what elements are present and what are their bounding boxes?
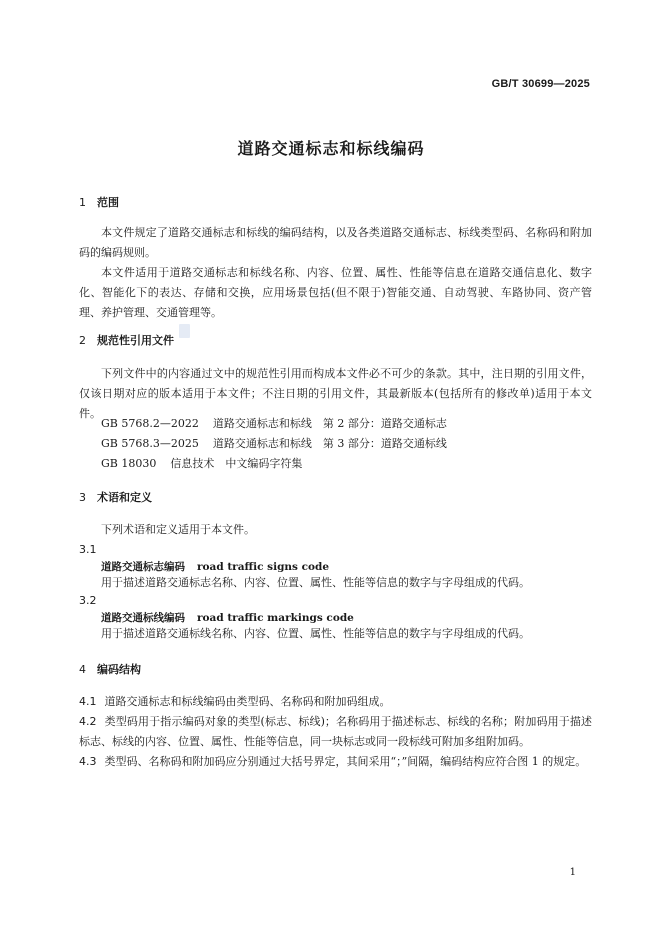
- reference-code: GB 5768.3—2025: [101, 437, 199, 450]
- reference-item: [101, 434, 447, 454]
- term-english: road traffic signs code: [197, 561, 330, 573]
- reference-item: [101, 414, 447, 434]
- clause-4-2: [79, 712, 592, 752]
- section-title: 规范性引用文件: [97, 334, 174, 347]
- term-heading: [101, 610, 354, 625]
- section-number: 2: [79, 334, 86, 347]
- reference-item: [101, 454, 302, 474]
- section-3-intro: 下列术语和定义适用于本文件。: [101, 523, 255, 536]
- section-title: 编码结构: [97, 663, 141, 676]
- clause-text: 类型码用于指示编码对象的类型(标志、标线)；名称码用于描述标志、标线的名称；附加码用于描述标志、标线的内容、位置、属性、性能等信息，同一块标志或同一段标线可附加多组附加码。: [79, 715, 592, 748]
- reference-code: GB 18030: [101, 457, 157, 470]
- reference-title: 道路交通标志和标线 第 2 部分：道路交通标志: [212, 417, 447, 430]
- clause-text: 类型码、名称码和附加码应分别通过大括号界定，其间采用“；”间隔，编码结构应符合图 1 的规定。: [104, 755, 587, 768]
- section-1-heading: [79, 194, 119, 210]
- section-2-paragraph: 下列文件中的内容通过文中的规范性引用而构成本文件必不可少的条款。其中，注日期的引用文件，仅该日期对应的版本适用于本文件；不注日期的引用文件，其最新版本(包括所有的修改单)适用于本文件。: [79, 367, 592, 420]
- section-1-paragraph-2: 本文件适用于道路交通标志和标线名称、内容、位置、属性、性能等信息在道路交通信息化、数字化、智能化下的表达、存储和交换，应用场景包括(但不限于)智能交通、自动驾驶、车路协同、资产管理、养护管理、交通管理等。: [79, 266, 592, 319]
- term-definition: 用于描述道路交通标志名称、内容、位置、属性、性能等信息的数字与字母组成的代码。: [101, 576, 530, 589]
- section-title: 范围: [97, 196, 119, 209]
- term-heading: [101, 559, 329, 574]
- section-2-heading: [79, 332, 174, 348]
- section-number: 1: [79, 196, 86, 209]
- reference-title: 信息技术 中文编码字符集: [170, 457, 303, 470]
- section-1-paragraph-1: 本文件规定了道路交通标志和标线的编码结构，以及各类道路交通标志、标线类型码、名称码和附加码的编码规则。: [79, 226, 592, 259]
- clause-4-1: [79, 692, 592, 712]
- standard-code: GB/T 30699—2025: [491, 78, 590, 90]
- term-definition: 用于描述道路交通标线名称、内容、位置、属性、性能等信息的数字与字母组成的代码。: [101, 627, 530, 640]
- term-number: 3.1: [79, 543, 97, 556]
- term-chinese: 道路交通标志编码: [101, 561, 185, 573]
- section-3-heading: [79, 489, 152, 505]
- watermark-mark: [179, 324, 190, 338]
- section-number: 4: [79, 663, 86, 676]
- term-english: road traffic markings code: [197, 612, 354, 624]
- clause-4-3: [79, 752, 592, 772]
- reference-code: GB 5768.2—2022: [101, 417, 199, 430]
- section-number: 3: [79, 491, 86, 504]
- page-number: 1: [569, 867, 576, 878]
- clause-text: 道路交通标志和标线编码由类型码、名称码和附加码组成。: [104, 695, 391, 708]
- document-title: 道路交通标志和标线编码: [237, 139, 425, 158]
- reference-title: 道路交通标志和标线 第 3 部分：道路交通标线: [212, 437, 447, 450]
- clause-number: 4.2: [79, 715, 97, 728]
- term-number: 3.2: [79, 594, 97, 607]
- clause-number: 4.3: [79, 755, 97, 768]
- section-4-heading: [79, 661, 141, 677]
- term-chinese: 道路交通标线编码: [101, 612, 185, 624]
- section-title: 术语和定义: [97, 491, 152, 504]
- clause-number: 4.1: [79, 695, 97, 708]
